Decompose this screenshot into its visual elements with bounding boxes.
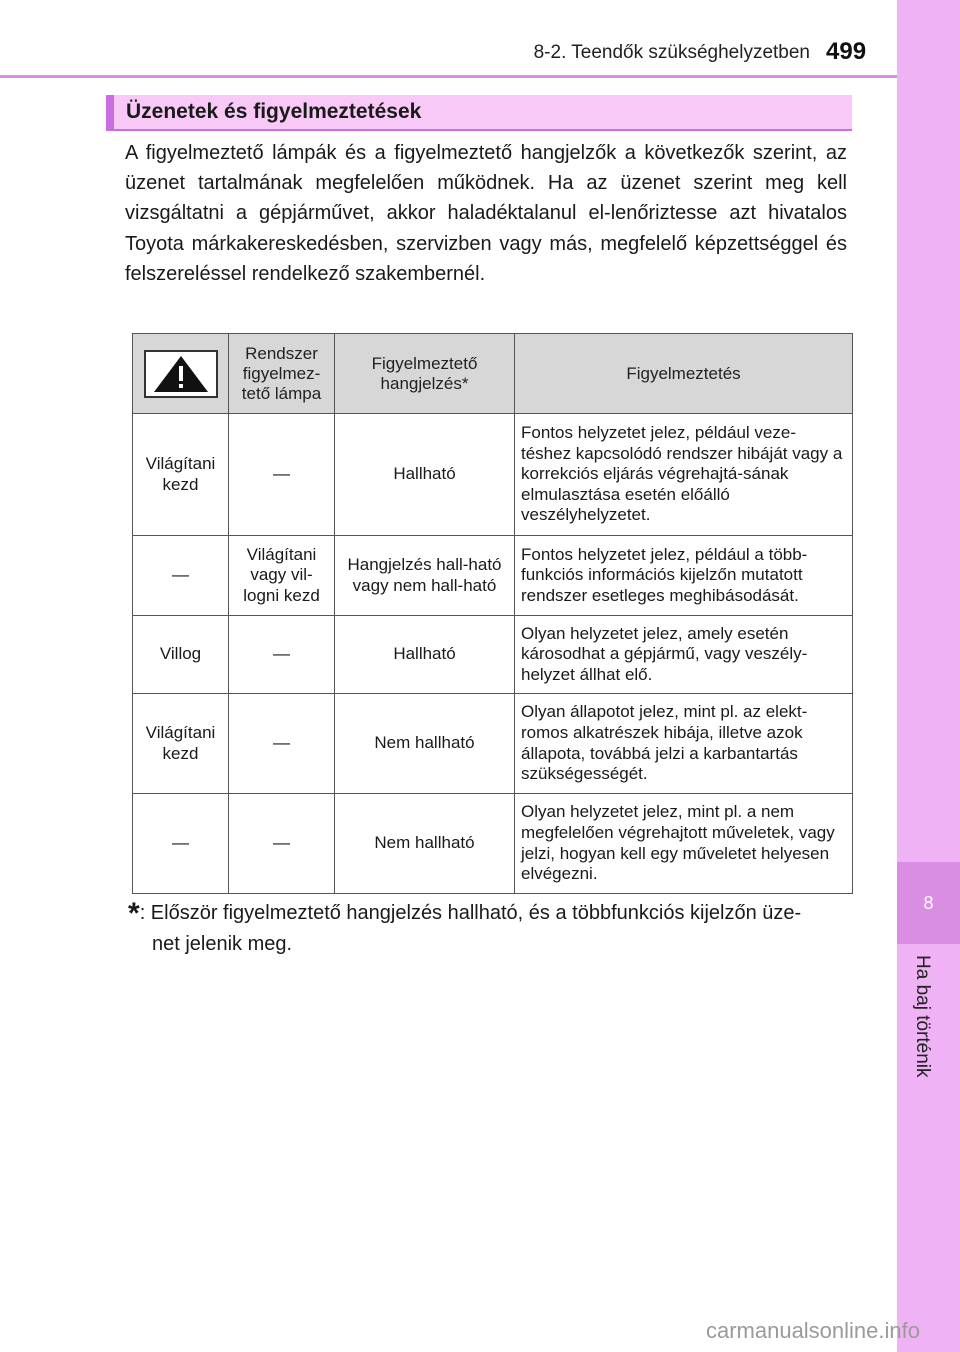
- cell-system: Világítani vagy vil-logni kezd: [229, 536, 335, 616]
- cell-system: —: [229, 414, 335, 536]
- section-heading-text: Üzenetek és figyelmeztetések: [126, 100, 422, 123]
- header-rule: [0, 75, 897, 78]
- footnote: [128, 898, 850, 959]
- cell-master: —: [133, 794, 229, 894]
- table-row: [133, 414, 853, 536]
- table-row: [133, 616, 853, 694]
- cell-master: Villog: [133, 616, 229, 694]
- table-header-row: [133, 334, 853, 414]
- cell-master: Világítani kezd: [133, 414, 229, 536]
- cell-buzzer: Nem hallható: [335, 794, 515, 894]
- table-row: [133, 794, 853, 894]
- cell-buzzer: Nem hallható: [335, 694, 515, 794]
- chapter-label: Ha baj történik: [912, 955, 933, 1078]
- cell-warning: Olyan helyzetet jelez, amely esetén károsodhat a gépjármű, vagy veszély-helyzet állhat elő.: [515, 616, 853, 694]
- footnote-marker: *: [128, 897, 140, 930]
- footnote-line2: net jelenik meg.: [152, 933, 293, 955]
- side-tab: [897, 0, 960, 1352]
- intro-paragraph: A figyelmeztető lámpák és a figyelmeztető hangjelzők a következők szerint, az üzenet tartalmának megfelelően működnek. Ha az üzenet szerint meg kell vizsgáltatni a gépjárművet, akkor haladéktalanul el-lenőriztesse azt hivatalos Toyota márkakereskedésben, szervizben vagy más, megfelelő képzettséggel és felszereléssel rendelkező szakembernél.: [125, 142, 847, 285]
- warning-table: [132, 333, 853, 894]
- cell-warning: Fontos helyzetet jelez, például a több-funkciós információs kijelzőn mutatott rendszer esetleges meghibásodását.: [515, 536, 853, 616]
- warning-triangle-icon: [144, 350, 218, 398]
- footnote-line1: : Először figyelmeztető hangjelzés hallható, és a többfunkciós kijelzőn üze-: [139, 902, 802, 924]
- chapter-number-tab[interactable]: 8: [897, 862, 960, 944]
- watermark: carmanualsonline.info: [705, 1318, 920, 1343]
- cell-buzzer: Hallható: [335, 414, 515, 536]
- header-buzzer: Figyelmeztető hangjelzés*: [335, 334, 515, 414]
- cell-system: —: [229, 616, 335, 694]
- header-master-warning: [133, 334, 229, 414]
- header-warning: Figyelmeztetés: [515, 334, 853, 414]
- cell-buzzer: Hallható: [335, 616, 515, 694]
- cell-master: —: [133, 536, 229, 616]
- cell-master: Világítani kezd: [133, 694, 229, 794]
- cell-system: —: [229, 794, 335, 894]
- cell-warning: Olyan állapotot jelez, mint pl. az elekt-romos alkatrészek hibája, illetve azok állapota, továbbá jelzi a karbantartás szükségességét.: [515, 694, 853, 794]
- cell-buzzer: Hangjelzés hall-ható vagy nem hall-ható: [335, 536, 515, 616]
- page-number: 499: [826, 38, 867, 65]
- header-system-lamp: Rendszer figyelmez-tető lámpa: [229, 334, 335, 414]
- cell-warning: Fontos helyzetet jelez, például veze-téshez kapcsolódó rendszer hibáját vagy a korrekciós eljárás végrehajtá-sának elmulasztása esetén előálló veszélyhelyzetet.: [515, 414, 853, 536]
- cell-system: —: [229, 694, 335, 794]
- section-heading: [106, 95, 852, 131]
- header-section-title: 8-2. Teendők szükséghelyzetben: [533, 42, 810, 63]
- table-row: [133, 536, 853, 616]
- table-row: [133, 694, 853, 794]
- cell-warning: Olyan helyzetet jelez, mint pl. a nem megfelelően végrehajtott műveletek, vagy jelzi, hogyan kell egy műveletet helyesen elvégezni.: [515, 794, 853, 894]
